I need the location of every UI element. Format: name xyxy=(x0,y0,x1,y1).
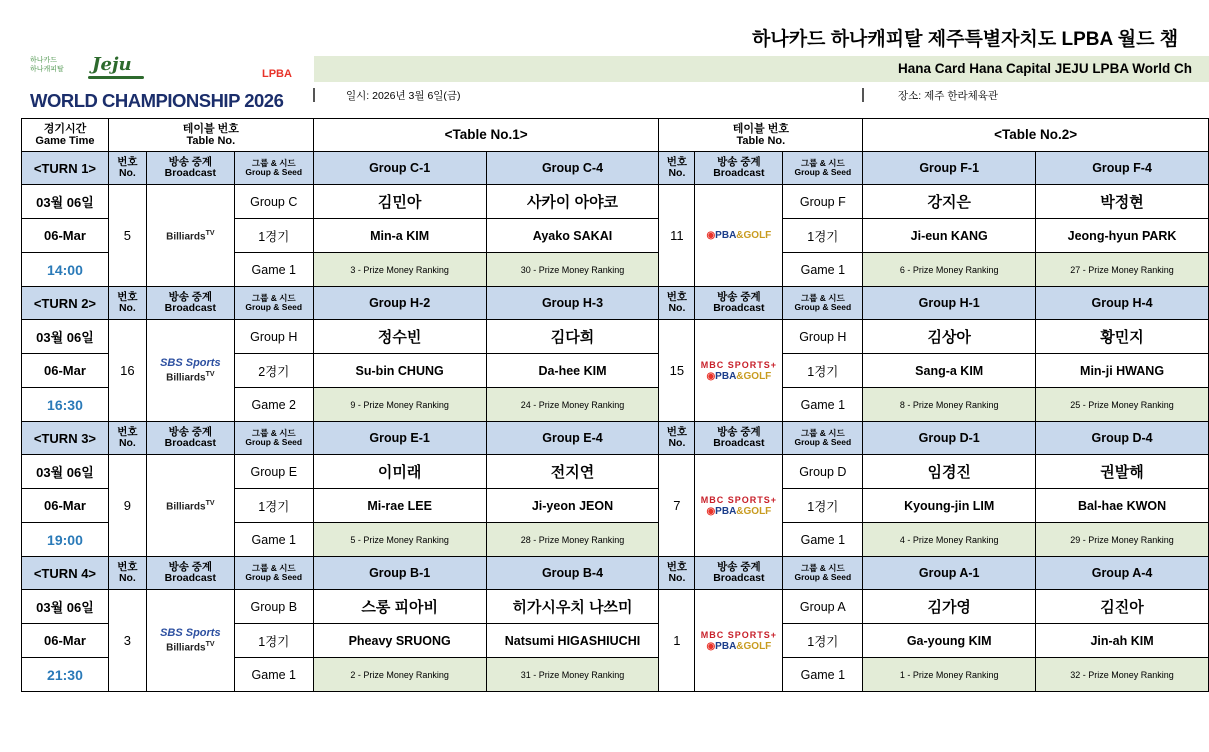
broadcast-channel xyxy=(146,455,234,557)
broadcast-label: 방송 중계 Broadcast xyxy=(146,287,234,320)
game-number-ko: 1경기 xyxy=(783,354,863,388)
player-a-name-ko: 스롱 피아비 xyxy=(313,590,486,624)
table-number: 15 xyxy=(659,320,695,422)
broadcast-label: 방송 중계 Broadcast xyxy=(146,152,234,185)
broadcast-label: 방송 중계 Broadcast xyxy=(146,422,234,455)
player-b-ranking: 29 - Prize Money Ranking xyxy=(1036,523,1209,557)
broadcast-channel xyxy=(695,455,783,557)
table-2-header: <Table No.2> xyxy=(863,119,1209,152)
table-number: 16 xyxy=(108,320,146,422)
group-name: Group H xyxy=(783,320,863,354)
turn-header-row xyxy=(22,287,1209,320)
player-b-name-en: Jin-ah KIM xyxy=(1036,624,1209,658)
match-date-en: 06-Mar xyxy=(22,624,109,658)
group-seed-label: 그룹 & 시드 Group & Seed xyxy=(783,152,863,185)
match-row-korean xyxy=(22,590,1209,624)
table-number: 5 xyxy=(108,185,146,287)
player-b-name-ko: 황민지 xyxy=(1036,320,1209,354)
sponsor-logo xyxy=(30,56,64,74)
player-b-name-en: Jeong-hyun PARK xyxy=(1036,219,1209,253)
title-english: Hana Card Hana Capital JEJU LPBA World Ch xyxy=(898,61,1193,76)
number-label: 번호 No. xyxy=(659,287,695,320)
player-a-ranking: 3 - Prize Money Ranking xyxy=(313,253,486,287)
divider xyxy=(862,88,864,102)
match-date-ko: 03월 06일 xyxy=(22,590,109,624)
game-number-en: Game 1 xyxy=(234,253,313,287)
group-seed-label: 그룹 & 시드 Group & Seed xyxy=(234,287,313,320)
table-number: 11 xyxy=(659,185,695,287)
player-b-name-ko: 박정현 xyxy=(1036,185,1209,219)
player-b-group: Group H-4 xyxy=(1036,287,1209,320)
divider xyxy=(313,88,315,102)
number-label: 번호 No. xyxy=(659,152,695,185)
player-b-group: Group A-4 xyxy=(1036,557,1209,590)
player-b-name-ko: 사카이 아야코 xyxy=(486,185,659,219)
player-a-name-en: Su-bin CHUNG xyxy=(313,354,486,388)
player-a-ranking: 8 - Prize Money Ranking xyxy=(863,388,1036,422)
player-a-name-en: Pheavy SRUONG xyxy=(313,624,486,658)
game-time-header: 경기시간 Game Time xyxy=(22,119,109,152)
player-a-name-ko: 강지은 xyxy=(863,185,1036,219)
player-b-name-ko: 히가시우치 나쓰미 xyxy=(486,590,659,624)
billiards-tv-logo: Billiards$^{TV}$ xyxy=(166,370,215,384)
number-label: 번호 No. xyxy=(108,287,146,320)
player-a-name-ko: 김가영 xyxy=(863,590,1036,624)
group-seed-label: 그룹 & 시드 Group & Seed xyxy=(234,557,313,590)
game-number-en: Game 1 xyxy=(783,388,863,422)
match-time: 16:30 xyxy=(22,388,109,422)
game-number-ko: 2경기 xyxy=(234,354,313,388)
game-number-ko: 1경기 xyxy=(783,624,863,658)
broadcast-label: 방송 중계 Broadcast xyxy=(695,152,783,185)
player-a-group: Group F-1 xyxy=(863,152,1036,185)
turn-header-row xyxy=(22,422,1209,455)
game-number-en: Game 2 xyxy=(234,388,313,422)
pba-golf-logo: ◉PBA&GOLF xyxy=(706,370,772,382)
table-number: 1 xyxy=(659,590,695,692)
match-time: 21:30 xyxy=(22,658,109,692)
player-a-group: Group C-1 xyxy=(313,152,486,185)
broadcast-channel xyxy=(146,590,234,692)
date-info: 일시: 2026년 3월 6일(금) xyxy=(346,90,461,102)
group-seed-label: 그룹 & 시드 Group & Seed xyxy=(234,422,313,455)
broadcast-channel xyxy=(146,185,234,287)
number-label: 번호 No. xyxy=(108,152,146,185)
group-seed-label: 그룹 & 시드 Group & Seed xyxy=(234,152,313,185)
game-number-ko: 1경기 xyxy=(783,219,863,253)
group-name: Group A xyxy=(783,590,863,624)
player-b-ranking: 30 - Prize Money Ranking xyxy=(486,253,659,287)
player-a-ranking: 1 - Prize Money Ranking xyxy=(863,658,1036,692)
game-number-en: Game 1 xyxy=(783,658,863,692)
broadcast-label: 방송 중계 Broadcast xyxy=(695,287,783,320)
game-number-ko: 1경기 xyxy=(234,489,313,523)
player-a-group: Group E-1 xyxy=(313,422,486,455)
player-a-name-en: Kyoung-jin LIM xyxy=(863,489,1036,523)
turn-header-row xyxy=(22,557,1209,590)
player-b-name-en: Ji-yeon JEON xyxy=(486,489,659,523)
group-seed-label: 그룹 & 시드 Group & Seed xyxy=(783,287,863,320)
player-b-ranking: 27 - Prize Money Ranking xyxy=(1036,253,1209,287)
player-a-name-en: Min-a KIM xyxy=(313,219,486,253)
venue-info: 장소: 제주 한라체육관 xyxy=(898,90,999,102)
sponsor-line-1: 하나카드 xyxy=(30,57,58,64)
broadcast-channel xyxy=(146,320,234,422)
match-date-en: 06-Mar xyxy=(22,489,109,523)
turn-label: <TURN 2> xyxy=(22,287,109,320)
player-b-group: Group H-3 xyxy=(486,287,659,320)
match-date-ko: 03월 06일 xyxy=(22,185,109,219)
player-a-name-en: Mi-rae LEE xyxy=(313,489,486,523)
table-number: 7 xyxy=(659,455,695,557)
game-number-en: Game 1 xyxy=(783,253,863,287)
schedule-table xyxy=(21,118,1209,692)
player-a-name-ko: 임경진 xyxy=(863,455,1036,489)
mbc-sports-logo: MBC SPORTS+ xyxy=(700,359,777,370)
game-number-en: Game 1 xyxy=(783,523,863,557)
jeju-underline xyxy=(88,76,144,79)
player-b-group: Group C-4 xyxy=(486,152,659,185)
player-a-name-en: Sang-a KIM xyxy=(863,354,1036,388)
header-row xyxy=(22,119,1209,152)
player-b-name-en: Ayako SAKAI xyxy=(486,219,659,253)
player-b-name-ko: 전지연 xyxy=(486,455,659,489)
group-seed-label: 그룹 & 시드 Group & Seed xyxy=(783,557,863,590)
player-a-ranking: 4 - Prize Money Ranking xyxy=(863,523,1036,557)
broadcast-channel xyxy=(695,590,783,692)
group-name: Group B xyxy=(234,590,313,624)
player-b-name-en: Min-ji HWANG xyxy=(1036,354,1209,388)
player-a-name-en: Ji-eun KANG xyxy=(863,219,1036,253)
group-name: Group H xyxy=(234,320,313,354)
broadcast-label: 방송 중계 Broadcast xyxy=(695,422,783,455)
player-a-ranking: 5 - Prize Money Ranking xyxy=(313,523,486,557)
match-row-korean xyxy=(22,320,1209,354)
player-a-group: Group H-1 xyxy=(863,287,1036,320)
game-number-en: Game 1 xyxy=(234,658,313,692)
player-b-group: Group F-4 xyxy=(1036,152,1209,185)
match-time: 14:00 xyxy=(22,253,109,287)
group-name: Group D xyxy=(783,455,863,489)
turn-header-row xyxy=(22,152,1209,185)
turn-label: <TURN 3> xyxy=(22,422,109,455)
group-name: Group C xyxy=(234,185,313,219)
player-a-name-ko: 김상아 xyxy=(863,320,1036,354)
lpba-logo: LPBA xyxy=(262,68,292,80)
table-no-header: 테이블 번호 Table No. xyxy=(108,119,313,152)
sbs-sports-logo: SBS Sports xyxy=(160,356,221,369)
player-b-group: Group E-4 xyxy=(486,422,659,455)
player-a-name-ko: 정수빈 xyxy=(313,320,486,354)
sbs-sports-logo: SBS Sports xyxy=(160,626,221,639)
table-number: 3 xyxy=(108,590,146,692)
match-date-ko: 03월 06일 xyxy=(22,455,109,489)
player-a-ranking: 6 - Prize Money Ranking xyxy=(863,253,1036,287)
broadcast-label: 방송 중계 Broadcast xyxy=(146,557,234,590)
player-a-name-en: Ga-young KIM xyxy=(863,624,1036,658)
match-date-ko: 03월 06일 xyxy=(22,320,109,354)
mbc-sports-logo: MBC SPORTS+ xyxy=(700,629,777,640)
turn-label: <TURN 4> xyxy=(22,557,109,590)
broadcast-label: 방송 중계 Broadcast xyxy=(695,557,783,590)
game-number-ko: 1경기 xyxy=(234,624,313,658)
table-no-header: 테이블 번호 Table No. xyxy=(659,119,863,152)
match-time: 19:00 xyxy=(22,523,109,557)
number-label: 번호 No. xyxy=(659,557,695,590)
match-date-en: 06-Mar xyxy=(22,354,109,388)
player-b-name-en: Bal-hae KWON xyxy=(1036,489,1209,523)
player-b-name-ko: 김진아 xyxy=(1036,590,1209,624)
turn-label: <TURN 1> xyxy=(22,152,109,185)
player-a-group: Group H-2 xyxy=(313,287,486,320)
player-b-ranking: 24 - Prize Money Ranking xyxy=(486,388,659,422)
game-number-ko: 1경기 xyxy=(783,489,863,523)
player-a-group: Group D-1 xyxy=(863,422,1036,455)
player-b-ranking: 25 - Prize Money Ranking xyxy=(1036,388,1209,422)
player-b-group: Group B-4 xyxy=(486,557,659,590)
event-logo xyxy=(30,54,300,110)
player-b-name-ko: 김다희 xyxy=(486,320,659,354)
number-label: 번호 No. xyxy=(108,422,146,455)
world-championship-wordmark: WORLD CHAMPIONSHIP 2026 xyxy=(30,90,284,111)
player-b-ranking: 28 - Prize Money Ranking xyxy=(486,523,659,557)
group-name: Group E xyxy=(234,455,313,489)
match-date-en: 06-Mar xyxy=(22,219,109,253)
pba-golf-logo: ◉PBA&GOLF xyxy=(706,640,772,652)
player-b-name-en: Da-hee KIM xyxy=(486,354,659,388)
player-a-group: Group B-1 xyxy=(313,557,486,590)
player-b-ranking: 32 - Prize Money Ranking xyxy=(1036,658,1209,692)
broadcast-channel xyxy=(695,320,783,422)
player-a-ranking: 9 - Prize Money Ranking xyxy=(313,388,486,422)
match-row-korean xyxy=(22,455,1209,489)
number-label: 번호 No. xyxy=(108,557,146,590)
group-seed-label: 그룹 & 시드 Group & Seed xyxy=(783,422,863,455)
player-a-ranking: 2 - Prize Money Ranking xyxy=(313,658,486,692)
broadcast-channel xyxy=(695,185,783,287)
billiards-tv-logo: Billiards$^{TV}$ xyxy=(166,499,215,513)
game-number-en: Game 1 xyxy=(234,523,313,557)
game-number-ko: 1경기 xyxy=(234,219,313,253)
player-b-group: Group D-4 xyxy=(1036,422,1209,455)
player-b-name-en: Natsumi HIGASHIUCHI xyxy=(486,624,659,658)
player-a-name-ko: 김민아 xyxy=(313,185,486,219)
player-b-ranking: 31 - Prize Money Ranking xyxy=(486,658,659,692)
sponsor-line-2: 하나캐피탈 xyxy=(30,66,64,73)
match-row-korean xyxy=(22,185,1209,219)
number-label: 번호 No. xyxy=(659,422,695,455)
player-a-name-ko: 이미래 xyxy=(313,455,486,489)
group-name: Group F xyxy=(783,185,863,219)
table-number: 9 xyxy=(108,455,146,557)
table-1-header: <Table No.1> xyxy=(313,119,659,152)
pba-golf-logo: ◉PBA&GOLF xyxy=(706,229,772,241)
pba-golf-logo: ◉PBA&GOLF xyxy=(706,505,772,517)
player-a-group: Group A-1 xyxy=(863,557,1036,590)
mbc-sports-logo: MBC SPORTS+ xyxy=(700,494,777,505)
billiards-tv-logo: Billiards$^{TV}$ xyxy=(166,640,215,654)
jeju-logo: Jeju xyxy=(92,54,132,75)
player-b-name-ko: 권발해 xyxy=(1036,455,1209,489)
title-korean: 하나카드 하나캐피탈 제주특별자치도 LPBA 월드 챔 xyxy=(752,29,1179,50)
billiards-tv-logo: Billiards$^{TV}$ xyxy=(166,229,215,243)
